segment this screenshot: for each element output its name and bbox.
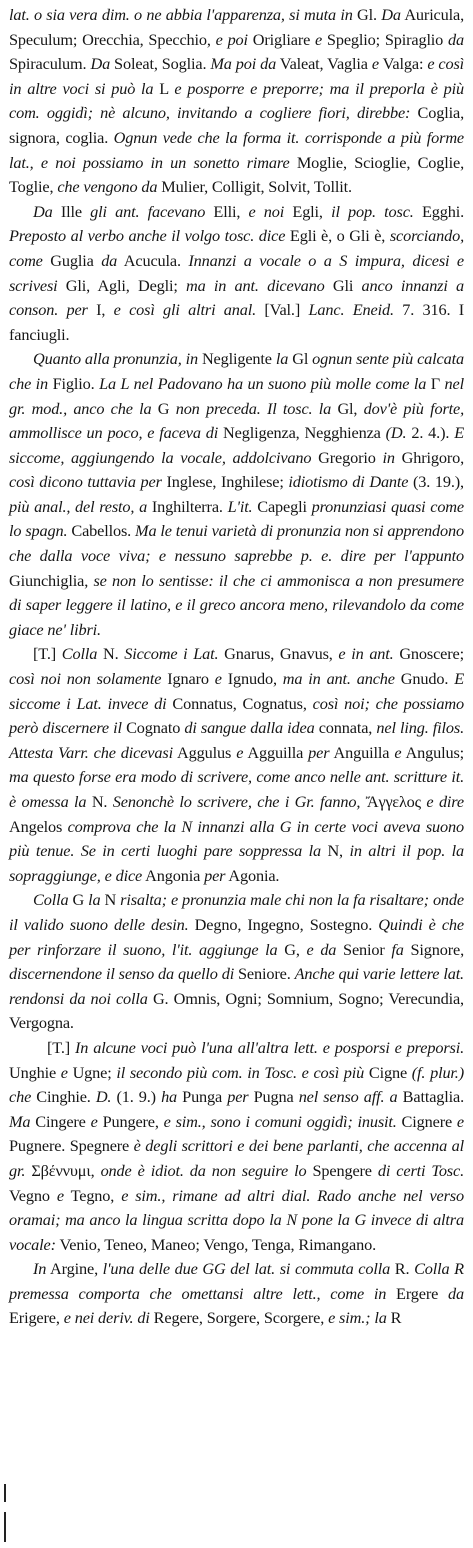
roman-run: R. <box>390 1259 415 1279</box>
italic-run: anco innanzi a conson. per <box>9 275 464 320</box>
italic-run: il pop. tosc. <box>331 201 414 221</box>
roman-run: Tegno, <box>63 1185 122 1205</box>
roman-run: [T.] <box>47 1037 76 1057</box>
italic-run: è degli scrittori e dei bene parlanti, che accenna al gr. <box>9 1136 464 1180</box>
italic-run: ognun sente più calcata che in <box>9 349 464 393</box>
roman-run: Coglia, signora, coglia. <box>9 103 464 147</box>
roman-run: Senior <box>336 939 392 959</box>
italic-run: D. <box>95 1087 112 1107</box>
italic-run: e <box>394 742 402 762</box>
italic-run: e <box>371 54 379 74</box>
roman-run: Cingere <box>30 1111 91 1131</box>
roman-run: Vegno <box>9 1185 57 1205</box>
roman-run: Gl, <box>331 398 364 418</box>
roman-run: Gregorio <box>311 447 383 467</box>
italic-run: Ma <box>9 1111 31 1131</box>
roman-run: Pugnere. Spegnere <box>9 1136 134 1156</box>
italic-run: Siccome i Lat. <box>124 644 219 664</box>
roman-run: Negligenza, Negghienza <box>218 423 386 443</box>
italic-run: fa <box>391 939 404 959</box>
italic-run: e da <box>306 939 337 959</box>
italic-run: Preposto al verbo anche il volgo tosc. dice <box>9 226 286 246</box>
paragraph-p5 <box>9 888 464 1036</box>
paragraph-p3 <box>9 347 464 642</box>
roman-run: Spiraculum. <box>9 54 91 74</box>
roman-run: Ghrigoro, <box>394 447 465 467</box>
roman-run: Speglio; Spiraglio <box>322 29 449 49</box>
roman-run: N <box>100 890 121 910</box>
italic-run: Colla R premessa comporta che omettansi altre lett., come in <box>9 1259 464 1303</box>
roman-run: Valga: <box>378 54 428 74</box>
italic-run: (D. <box>385 423 407 443</box>
italic-run: Senonchè lo scrivere, che i Gr. fanno, <box>112 792 361 811</box>
italic-run: la <box>275 349 289 369</box>
roman-run: Gl <box>288 349 313 369</box>
italic-run: Quindi è che per rinforzare il suono, l'it. aggiunge la <box>9 914 464 959</box>
italic-run: se non lo sentisse: il che ci ammonisca a non presumere di saper leggere il latino, e il greco ancora meno, rilevandolo da come giace ne' libri. <box>9 570 464 639</box>
italic-run: di certi Tosc. <box>377 1160 464 1180</box>
italic-run: così dicono tuttavia per <box>9 472 162 492</box>
roman-run: Elli, <box>205 201 249 221</box>
roman-run: N. <box>86 792 113 811</box>
italic-run: E siccome i Lat. invece di <box>9 669 464 713</box>
italic-run: e <box>56 1185 64 1205</box>
roman-run: Γ <box>426 373 445 393</box>
margin-rule-upper <box>4 1484 6 1502</box>
roman-run: Erigere, <box>9 1308 64 1328</box>
italic-run: per <box>308 742 330 762</box>
roman-run: Anguilla <box>329 742 395 762</box>
roman-run: Soleat, Soglia. <box>110 54 211 74</box>
roman-run: Gnudo. <box>394 669 455 689</box>
roman-run: Ergere <box>386 1283 449 1303</box>
italic-run: ha <box>161 1087 178 1107</box>
roman-run: Argine, <box>46 1259 103 1279</box>
roman-run: Connatus, Cognatus, <box>166 693 313 713</box>
italic-run: e <box>60 1062 68 1082</box>
italic-run: e sim., rimane ad altri dial. Rado anche nel verso oramai; ma anco la lingua scritta dopo la N pone la G invece di altra vocale: <box>9 1185 464 1254</box>
roman-run: Regere, Sorgere, Scorgere, <box>149 1308 329 1328</box>
italic-run: da <box>448 29 464 49</box>
roman-run: Moglie, Scioglie, Coglie, Toglie, <box>9 152 464 197</box>
italic-run: per <box>227 1087 249 1107</box>
italic-run: per <box>204 865 226 885</box>
roman-run: Gnarus, Gnavus, <box>218 644 339 664</box>
italic-run: da <box>448 1283 465 1303</box>
paragraph-p1 <box>9 3 464 200</box>
roman-run: Ugne; <box>67 1062 117 1082</box>
roman-run: Angelos <box>9 816 68 836</box>
page-text <box>9 3 464 1331</box>
roman-run: Ignudo, <box>221 669 283 689</box>
roman-run: Punga <box>177 1087 228 1107</box>
roman-run: Inghilterra. <box>147 496 228 516</box>
italic-run: la <box>88 890 101 910</box>
italic-run: e in ant. <box>338 644 394 664</box>
italic-run: scorciando, come <box>9 226 464 270</box>
roman-run: N. <box>97 644 125 664</box>
roman-run: I, <box>87 300 114 320</box>
italic-run: e così in altre voci si può la <box>9 54 464 98</box>
roman-run: Pungere, <box>97 1111 164 1131</box>
roman-run: Battaglia. <box>397 1087 465 1107</box>
italic-run: lat. o sia vera dim. o ne abbia l'apparenza, si muta in <box>9 5 353 24</box>
italic-run: che <box>9 1087 32 1107</box>
roman-run: Gli <box>324 275 362 295</box>
roman-run: Valeat, Vaglia <box>276 54 372 74</box>
roman-run: G. Omnis, Ogni; Somnium, Sogno; Verecundia, Vergogna. <box>9 988 464 1033</box>
italic-run: Quanto alla pronunzia, in <box>33 349 198 369</box>
italic-run: da <box>101 250 118 270</box>
roman-run: N, <box>320 841 350 861</box>
roman-run: Egghi. <box>413 201 465 221</box>
roman-run: Cigne <box>364 1062 412 1082</box>
roman-run: Angonia <box>142 865 205 885</box>
italic-run: Ma poi da <box>210 54 277 74</box>
roman-run: 2. 4.). <box>406 423 455 443</box>
italic-run: La L nel Padovano ha un suono più molle come la <box>99 373 427 393</box>
italic-run: Anche qui varie lettere lat. rendonsi da noi colla <box>9 964 464 1008</box>
margin-rule-lower <box>4 1512 6 1542</box>
italic-run: idiotismo di Dante <box>288 472 409 492</box>
italic-run: Lanc. Eneid. <box>308 300 394 320</box>
italic-run: e così gli altri anal. <box>113 300 257 320</box>
italic-run: ma in ant. dicevano <box>186 275 325 295</box>
roman-run: Mulier, Colligit, Solvit, Tollit. <box>157 177 352 197</box>
italic-run: nel ling. filos. Attesta Varr. che dicevasi <box>9 718 464 762</box>
roman-run: Gnoscere; <box>393 644 464 664</box>
italic-run: in <box>382 447 395 467</box>
roman-run: Figlio. <box>48 373 100 393</box>
italic-run: e <box>315 29 323 49</box>
roman-run: G, <box>277 939 307 959</box>
italic-run: e <box>214 669 222 689</box>
roman-run: Σβέννυμι, <box>25 1160 101 1180</box>
roman-run: Cabellos. <box>67 521 136 541</box>
italic-run: e <box>236 742 244 762</box>
roman-run: Cignere <box>396 1111 457 1131</box>
paragraph-p6 <box>9 1036 464 1257</box>
italic-run: gli ant. facevano <box>90 201 206 221</box>
italic-run: e sim.; la <box>328 1308 387 1328</box>
italic-run: In alcune voci può l'una all'altra lett. e posporsi e preporsi. <box>75 1037 464 1057</box>
italic-run: Da <box>33 201 53 221</box>
roman-run: Unghie <box>9 1062 61 1082</box>
italic-run: e nei deriv. di <box>63 1308 150 1328</box>
roman-run: Origliare <box>247 29 316 49</box>
italic-run: e noi <box>248 201 285 221</box>
roman-run: Agonia. <box>225 865 280 885</box>
roman-run: (3. 19.), <box>408 472 464 492</box>
italic-run: e poi <box>215 29 248 49</box>
roman-run: Negligente <box>197 349 276 369</box>
roman-run: R <box>386 1308 402 1328</box>
roman-run: Seniore. <box>234 964 295 984</box>
italic-run: in altri il pop. la sopraggiunge, e dice <box>9 841 464 885</box>
roman-run: Gli, Agli, Degli; <box>57 275 187 295</box>
roman-run: [Val.] <box>256 300 309 320</box>
italic-run: non preceda. Il tosc. la <box>175 398 332 418</box>
roman-run: Giunchiglia, <box>9 570 94 590</box>
italic-run: discernendone il senso da quello di <box>9 964 235 984</box>
roman-run: (1. 9.) <box>111 1087 162 1107</box>
roman-run: Angulus; <box>401 742 464 762</box>
paragraph-p4 <box>9 642 464 888</box>
roman-run: G <box>68 890 89 910</box>
italic-run: ma questo forse era modo di scrivere, come anco nelle ant. scritture it. è omessa la <box>9 767 464 811</box>
roman-run: Signore, <box>403 939 465 959</box>
italic-run: Colla <box>61 644 98 664</box>
roman-run: Capegli <box>252 496 312 516</box>
italic-run: (f. plur.) <box>411 1062 465 1082</box>
italic-run: dov'è più forte, ammollisce un poco, e faceva di <box>9 398 464 443</box>
italic-run: di sangue dalla idea <box>184 718 315 738</box>
italic-run: onde è idiot. da non seguire lo <box>100 1160 307 1180</box>
roman-run: Agguilla <box>243 742 309 762</box>
roman-run: Gl. <box>352 5 382 24</box>
roman-run: connata, <box>314 718 377 738</box>
roman-run: Egli, <box>284 201 332 221</box>
italic-run: comprova che la N innanzi alla G in certe voci aveva suono più tenue. Se in certi luoghi pare soppressa la <box>9 816 465 861</box>
italic-run: Colla <box>33 890 69 910</box>
italic-run: e posporre e preporre; ma il preporla è più com. oggidì; nè alcuno, invitando a cogliere fiori, direbbe: <box>9 78 464 123</box>
roman-run: Auricula, Speculum; Orecchia, Specchio, <box>9 5 464 49</box>
roman-run: Venio, Teneo, Maneo; Vengo, Tenga, Rimangano. <box>55 1234 377 1254</box>
italic-run: Innanzi a vocale o a S impura, dicesi e scrivesi <box>9 250 464 295</box>
italic-run: pronunziasi quasi come lo spagn. <box>9 496 464 541</box>
italic-run: che vengono da <box>57 177 158 197</box>
italic-run: e dire <box>426 792 464 811</box>
italic-run: risalta; e pronunzia male chi non la fa risaltare; onde il valido suono delle desin. <box>9 890 464 934</box>
paragraph-p2 <box>9 200 464 348</box>
italic-run: L'it. <box>227 496 253 516</box>
italic-run: e <box>90 1111 98 1131</box>
roman-run: Guglia <box>42 250 102 270</box>
paragraph-p7 <box>9 1257 464 1331</box>
italic-run: Ma le tenui varietà di pronunzia non si apprendono che dalla voce viva; e nessuno saprebbe p. e. dire per l'appunto <box>9 521 464 566</box>
italic-run: Ognun vede che la forma it. corrisponde a più forme lat., e noi possiamo in un sonetto rimare <box>9 127 464 172</box>
roman-run: Ἄγγελος <box>360 792 427 811</box>
italic-run: più anal., del resto, a <box>9 496 148 516</box>
roman-run: Pugna <box>248 1087 299 1107</box>
roman-run: Ille <box>52 201 91 221</box>
roman-run: Cinghie. <box>31 1087 96 1107</box>
roman-run: Inglese, Inghilese; <box>161 472 289 492</box>
roman-run: Spengere <box>306 1160 378 1180</box>
italic-run: Da <box>381 5 401 24</box>
roman-run: Degno, Ingegno, Sostegno. <box>188 914 379 934</box>
italic-run: così noi; che possiamo però discernere il <box>9 693 464 738</box>
italic-run: e sim., sono i comuni oggidì; inusit. <box>163 1111 397 1131</box>
roman-run: G <box>151 398 176 418</box>
italic-run: il secondo più com. in Tosc. e così più <box>116 1062 365 1082</box>
roman-run: Acucula. <box>117 250 189 270</box>
italic-run: e <box>456 1111 464 1131</box>
roman-run: [T.] <box>33 644 62 664</box>
italic-run: ma in ant. anche <box>282 669 395 689</box>
roman-run: Egli è, o Gli è, <box>285 226 390 246</box>
italic-run: l'una delle due GG del lat. si commuta colla <box>102 1259 391 1279</box>
roman-run: L <box>153 78 175 98</box>
roman-run: Ignaro <box>161 669 215 689</box>
roman-run: 7. 316. I fanciugli. <box>9 300 464 344</box>
italic-run: così noi non solamente <box>9 669 162 689</box>
italic-run: nel senso aff. a <box>298 1087 398 1107</box>
italic-run: Da <box>90 54 111 74</box>
italic-run: nel gr. mod., anco che la <box>9 373 464 418</box>
roman-run: Cognato <box>121 718 185 738</box>
italic-run: E siccome, aggiungendo la vocale, addolcivano <box>9 423 464 467</box>
italic-run: In <box>33 1259 47 1279</box>
roman-run: Aggulus <box>172 742 237 762</box>
